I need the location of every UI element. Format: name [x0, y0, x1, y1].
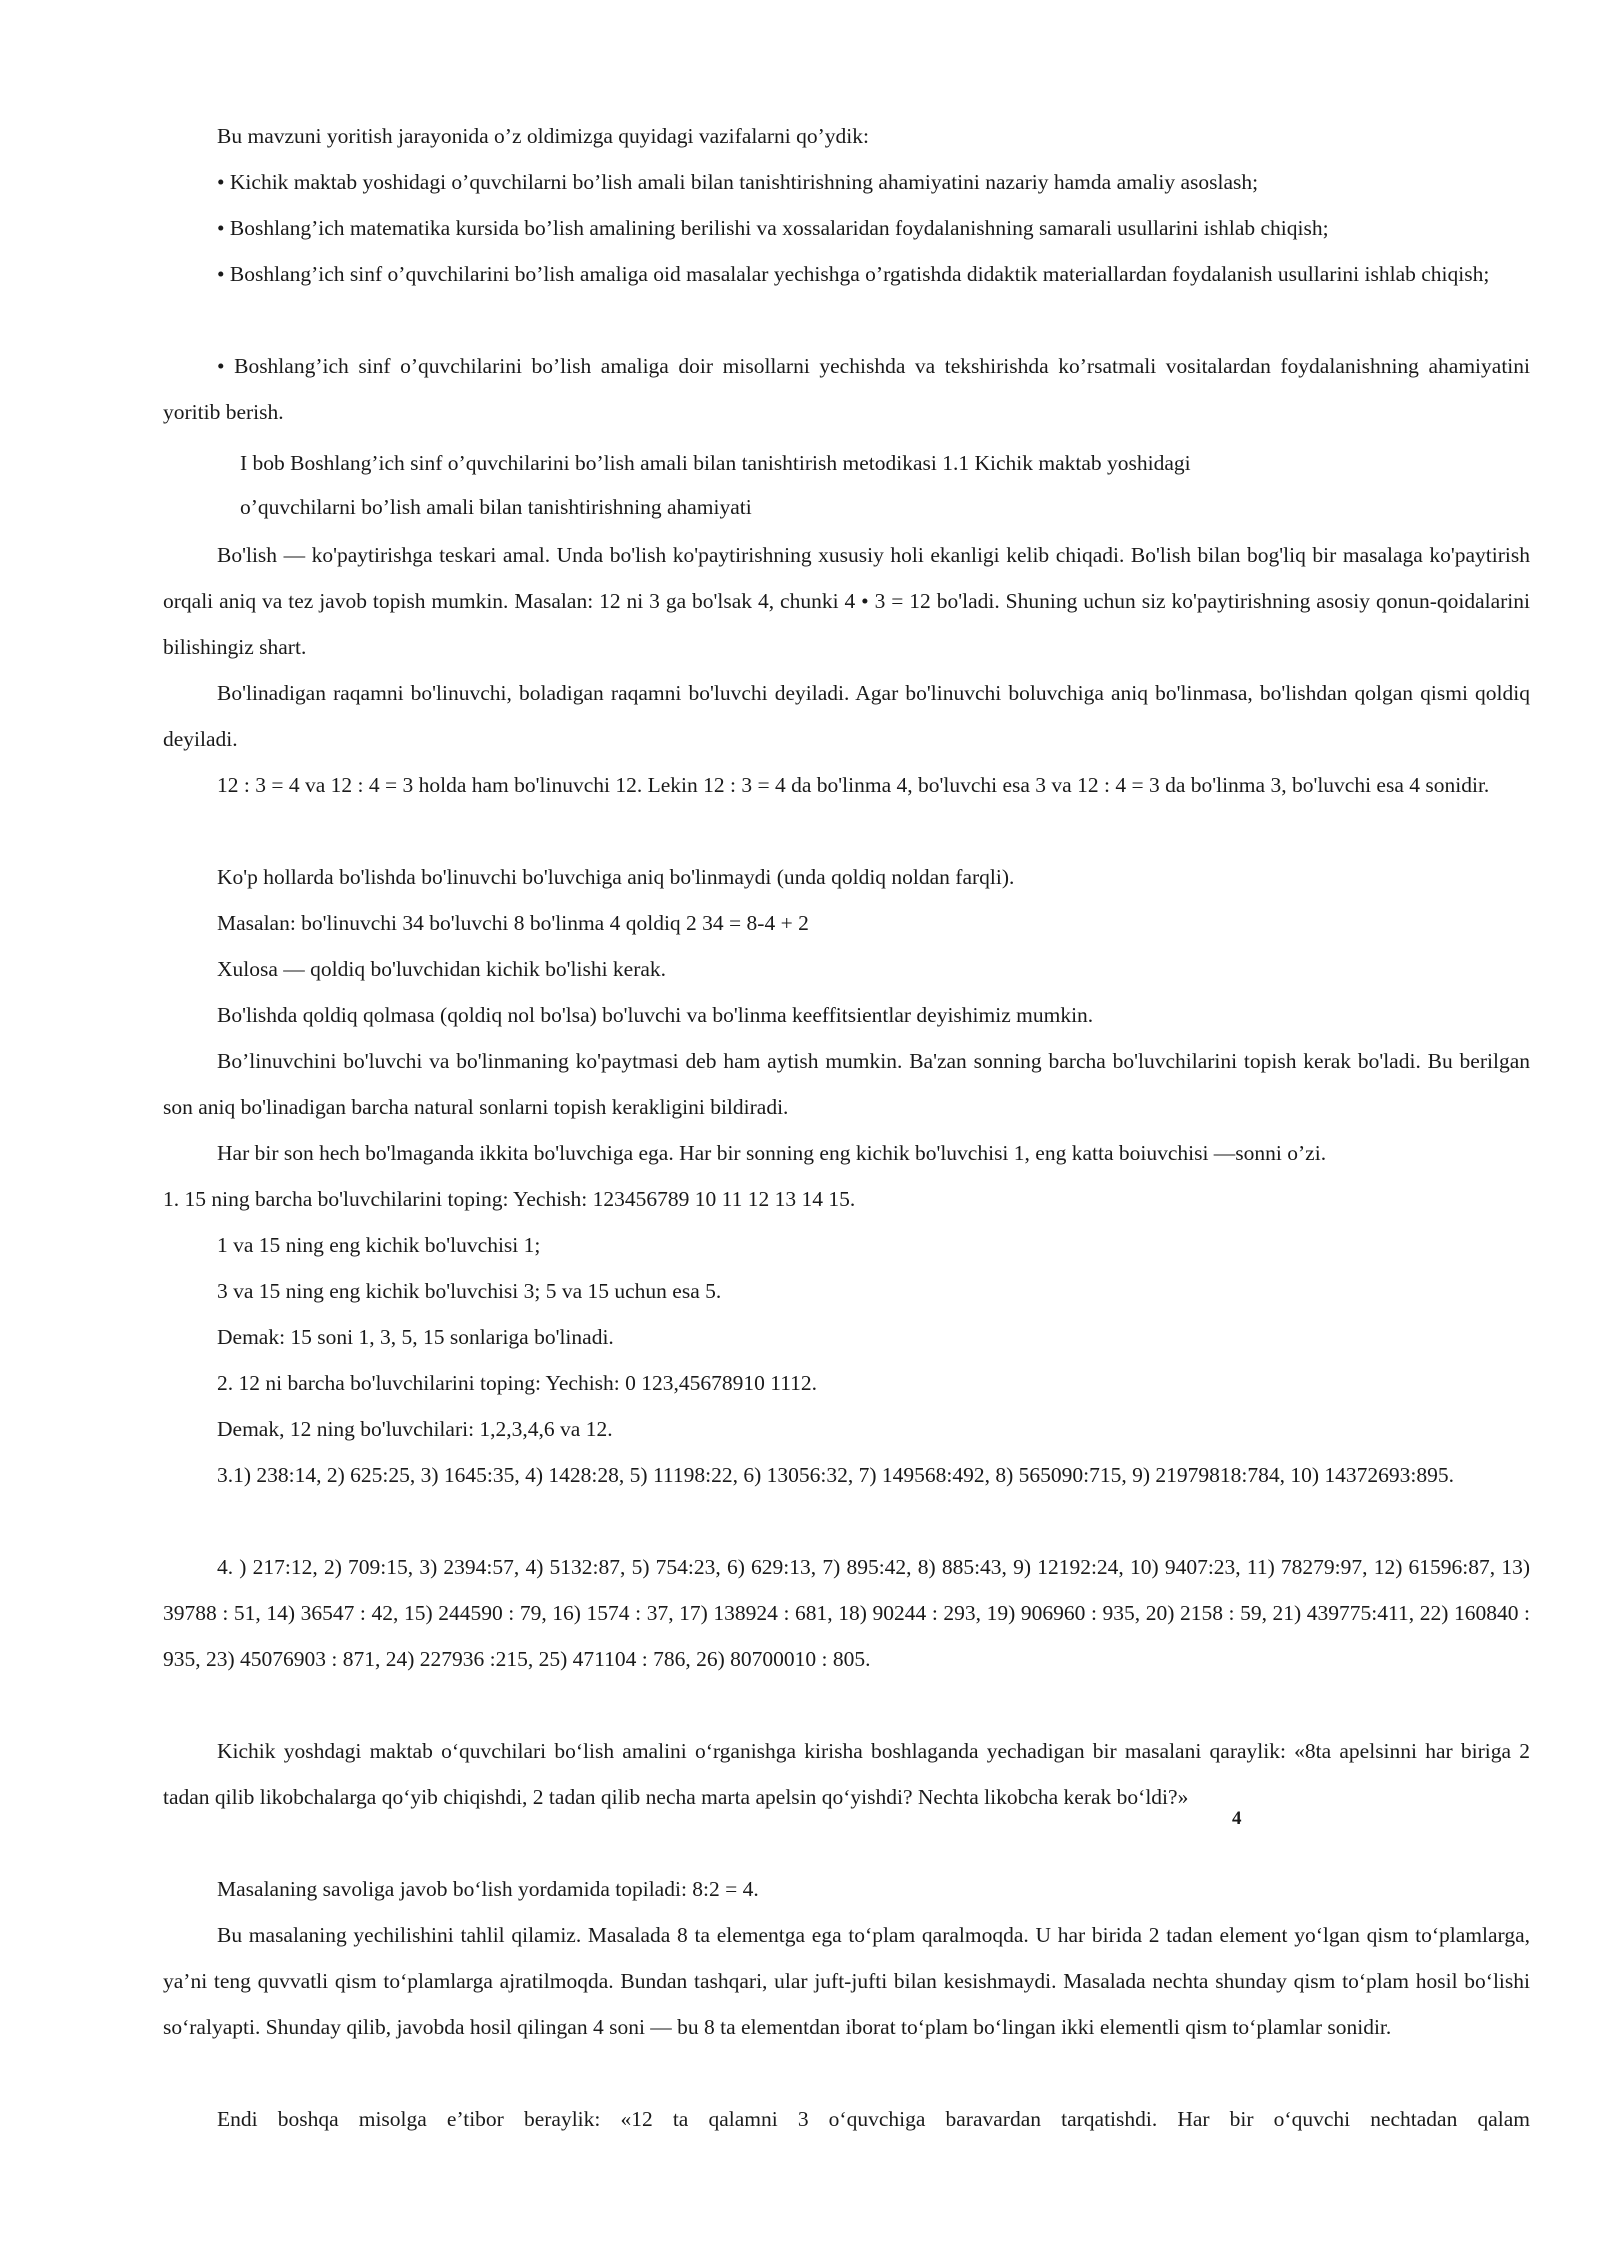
smallest-divisor-line: Har bir son hech bo'lmaganda ikkita bo'luvchiga ega. Har bir sonning eng kichik bo'luvchisi 1, eng katta boiuvchisi —sonni o’zi.: [217, 1141, 1327, 1165]
intro-paragraph: Bu mavzuni yoritish jarayonida o’z oldimizga quyidagi vazifalarni qo’ydik:: [217, 124, 869, 148]
remainder-note: Ko'p hollarda bo'lishda bo'linuvchi bo'luvchiga aniq bo'linmaydi (unda qoldiq noldan farqli).: [217, 865, 1015, 889]
exercise-1: 1. 15 ning barcha bo'luvchilarini toping: Yechish: 123456789 10 11 12 13 14 15.: [163, 1187, 856, 1211]
section-heading: o’quvchilarni bo’lish amali bilan tanishtirishning ahamiyati: [240, 495, 752, 519]
exercise-1-conclusion: Demak: 15 soni 1, 3, 5, 15 sonlariga bo'linadi.: [217, 1325, 614, 1349]
page-number: 4: [1232, 1808, 1242, 1829]
pencils-problem: Endi boshqa misolga e’tibor beraylik: «12 ta qalamni 3 o‘quvchiga baravardan tarqatishdi. Har bir o‘quvchi nechtadan qalam: [217, 2107, 1530, 2131]
exercise-3: 3.1) 238:14, 2) 625:25, 3) 1645:35, 4) 1428:28, 5) 11198:22, 6) 13056:32, 7) 149568:492, 8) 565090:715, 9) 21979818:784, 10) 14372693:895.: [217, 1463, 1454, 1487]
exercise-1-line-b: 3 va 15 ning eng kichik bo'luvchisi 3; 5 va 15 uchun esa 5.: [217, 1279, 722, 1303]
remainder-example: Masalan: bo'linuvchi 34 bo'luvchi 8 bo'linma 4 qoldiq 2 34 = 8-4 + 2: [217, 911, 809, 935]
task-bullet-4: • Boshlang’ich sinf o’quvchilarini bo’lish amaliga doir misollarni yechishda va tekshirishda ko’rsatmali vositalardan foydalanishning ahamiyatini yoritib berish.: [163, 354, 1530, 424]
example-paragraph: 12 : 3 = 4 va 12 : 4 = 3 holda ham bo'linuvchi 12. Lekin 12 : 3 = 4 da bo'linma 4, bo'luvchi esa 3 va 12 : 4 = 3 da bo'linma 3, bo'luvchi esa 4 sonidir.: [217, 773, 1490, 797]
oranges-problem: Kichik yoshdagi maktab o‘quvchilari bo‘lish amalini o‘rganishga kirisha boshlaganda yechadigan bir masalani qaraylik: «8ta apelsinni har biriga 2 tadan qilib likobchalarga qo‘yib chiqishdi, 2 tadan qilib necha marta apelsin qo‘yishdi? Nechta likobcha kerak bo‘ldi?»: [163, 1739, 1530, 1809]
exercise-2-conclusion: Demak, 12 ning bo'luvchilari: 1,2,3,4,6 va 12.: [217, 1417, 613, 1441]
analysis-paragraph: Bu masalaning yechilishini tahlil qilamiz. Masalada 8 ta elementga ega to‘plam qaralmoqda. U har birida 2 tadan element yo‘lgan qism to‘plamlarga, ya’ni teng quvvatli qism to‘plamlarga ajratilmoqda. Bundan tashqari, ular juft-jufti bilan kesishmaydi. Masalada nechta shunday qism to‘plam hosil bo‘lishi so‘ralyapti. Shunday qilib, javobda hosil qilingan 4 soni — bu 8 ta elementdan iborat to‘plam bo‘lingan ikki elementli qism to‘plamlar sonidir.: [163, 1923, 1530, 2039]
exercise-4: 4. ) 217:12, 2) 709:15, 3) 2394:57, 4) 5132:87, 5) 754:23, 6) 629:13, 7) 895:42, 8) 885:43, 9) 12192:24, 10) 9407:23, 11) 78279:97, 12) 61596:87, 13) 39788 : 51, 14) 36547 : 42, 15) 244590 : 79, 16) 1574 : 37, 17) 138924 : 681, 18) 90244 : 293, 19) 906960 : 935, 20) 2158 : 59, 21) 439775:411, 22) 160840 : 935, 23) 45076903 : 871, 24) 227936 :215, 25) 471104 : 786, 26) 80700010 : 805.: [163, 1555, 1530, 1671]
conclusion-line: Xulosa — qoldiq bo'luvchidan kichik bo'lishi kerak.: [217, 957, 667, 981]
exercise-1-line-a: 1 va 15 ning eng kichik bo'luvchisi 1;: [217, 1233, 541, 1257]
task-bullet-2: • Boshlang’ich matematika kursida bo’lish amalining berilishi va xossalaridan foydalanishning samarali usullarini ishlab chiqish;: [217, 216, 1329, 240]
oranges-answer: Masalaning savoliga javob bo‘lish yordamida topiladi: 8:2 = 4.: [217, 1877, 759, 1901]
task-bullet-3: • Boshlang’ich sinf o’quvchilarini bo’lish amaliga oid masalalar yechishga o’rgatishda didaktik materiallardan foydalanish usullarini ishlab chiqish;: [217, 262, 1490, 286]
exercise-2: 2. 12 ni barcha bo'luvchilarini toping: Yechish: 0 123,45678910 1112.: [217, 1371, 818, 1395]
divisors-paragraph: Bo’linuvchini bo'luvchi va bo'linmaning ko'paytmasi deb ham aytish mumkin. Ba'zan sonning barcha bo'luvchilarini topish kerak bo'ladi. Bu berilgan son aniq bo'linadigan barcha natural sonlarni topish kerakligini bildiradi.: [163, 1049, 1530, 1119]
division-definition-paragraph: Bo'lish — ko'paytirishga teskari amal. Unda bo'lish ko'paytirishning xususiy holi ekanligi kelib chiqadi. Bo'lish bilan bog'liq bir masalaga ko'paytirish orqali aniq va tez javob topish mumkin. Masalan: 12 ni 3 ga bo'lsak 4, chunki 4 • 3 = 12 bo'ladi. Shuning uchun siz ko'paytirishning asosiy qonun-qoidalarini bilishingiz shart.: [163, 543, 1530, 659]
coefficients-line: Bo'lishda qoldiq qolmasa (qoldiq nol bo'lsa) bo'luvchi va bo'linma keeffitsientlar deyishimiz mumkin.: [217, 1003, 1094, 1027]
dividend-divisor-paragraph: Bo'linadigan raqamni bo'linuvchi, boladigan raqamni bo'luvchi deyiladi. Agar bo'linuvchi boluvchiga aniq bo'linmasa, bo'lishdan qolgan qismi qoldiq deyiladi.: [163, 681, 1530, 751]
chapter-heading: I bob Boshlang’ich sinf o’quvchilarini bo’lish amali bilan tanishtirish metodikasi 1.1 Kichik maktab yoshidagi: [240, 451, 1191, 475]
task-bullet-1: • Kichik maktab yoshidagi o’quvchilarni bo’lish amali bilan tanishtirishning ahamiyatini nazariy hamda amaliy asoslash;: [217, 170, 1259, 194]
